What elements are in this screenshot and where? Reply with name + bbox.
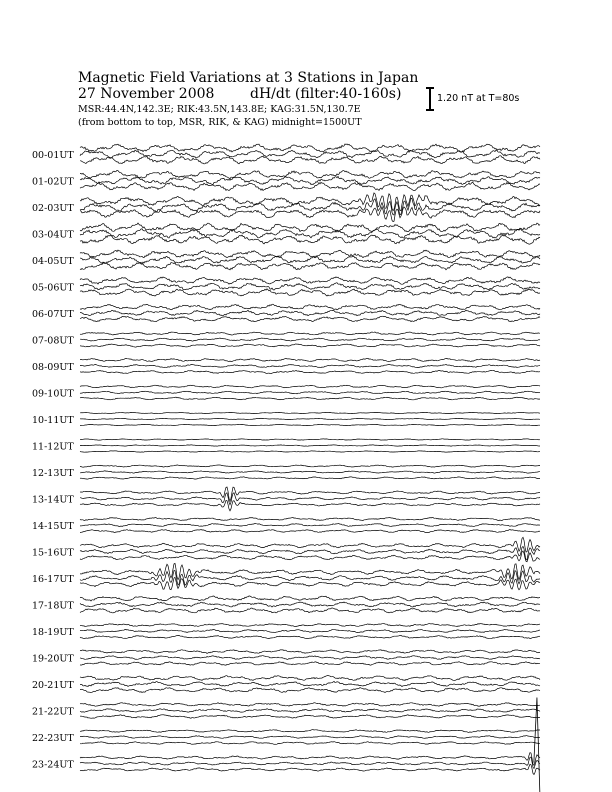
trace-06-07UT-MSR <box>80 316 540 322</box>
row-label-11-12UT: 11-12UT <box>32 441 74 453</box>
trace-14-15UT-MSR <box>80 530 540 533</box>
row-label-16-17UT: 16-17UT <box>32 574 74 585</box>
trace-04-05UT-RIK <box>80 256 540 264</box>
row-label-05-06UT: 05-06UT <box>32 282 74 294</box>
trace-03-04UT-RIK <box>80 229 540 238</box>
row-label-23-24UT: 23-24UT <box>32 759 74 771</box>
trace-07-08UT-MSR <box>80 344 540 347</box>
trace-10-11UT-KAG <box>80 412 540 413</box>
date-label: 27 November 2008 <box>78 86 215 102</box>
trace-11-12UT-MSR <box>80 451 540 452</box>
row-label-18-19UT: 18-19UT <box>32 627 74 638</box>
trace-22-23UT-KAG <box>80 730 540 733</box>
trace-22-23UT-RIK <box>80 736 540 739</box>
trace-19-20UT-MSR <box>80 662 540 666</box>
row-label-19-20UT: 19-20UT <box>32 653 74 665</box>
scale-label: 1.20 nT at T=80s <box>437 93 520 104</box>
trace-15-16UT-RIK <box>80 547 540 560</box>
trace-17-18UT-KAG <box>80 596 540 601</box>
trace-09-10UT-RIK <box>80 391 540 394</box>
trace-23-24UT-MSR <box>80 764 540 774</box>
spike-23-24UT <box>534 698 540 792</box>
trace-00-01UT-RIK <box>80 150 540 158</box>
trace-18-19UT-KAG <box>80 624 540 627</box>
trace-09-10UT-MSR <box>80 397 540 400</box>
station-coordinates: MSR:44.4N,142.3E; RIK:43.5N,143.8E; KAG:31.5N,130.7E <box>78 104 361 115</box>
chart-title: Magnetic Field Variations at 3 Stations in Japan <box>78 70 419 86</box>
row-label-00-01UT: 00-01UT <box>32 150 74 161</box>
trace-20-21UT-KAG <box>80 676 540 681</box>
trace-21-22UT-KAG <box>80 703 540 707</box>
row-label-08-09UT: 08-09UT <box>32 362 74 373</box>
trace-08-09UT-RIK <box>80 364 540 367</box>
trace-19-20UT-RIK <box>80 656 540 660</box>
trace-12-13UT-KAG <box>80 465 540 467</box>
station-order-note: (from bottom to top, MSR, RIK, & KAG) midnight=1500UT <box>78 117 362 128</box>
trace-06-07UT-KAG <box>80 304 540 310</box>
trace-22-23UT-MSR <box>80 742 540 745</box>
trace-04-05UT-KAG <box>80 250 540 258</box>
trace-05-06UT-KAG <box>80 277 540 284</box>
trace-19-20UT-KAG <box>80 650 540 654</box>
row-label-04-05UT: 04-05UT <box>32 256 74 267</box>
trace-15-16UT-KAG <box>80 537 540 552</box>
trace-11-12UT-KAG <box>80 439 540 440</box>
trace-02-03UT-MSR <box>80 207 540 222</box>
row-label-09-10UT: 09-10UT <box>32 388 74 400</box>
row-label-12-13UT: 12-13UT <box>32 468 74 479</box>
trace-00-01UT-KAG <box>80 144 540 152</box>
row-label-07-08UT: 07-08UT <box>32 335 74 347</box>
trace-23-24UT-RIK <box>80 757 540 768</box>
trace-17-18UT-MSR <box>80 608 540 613</box>
trace-18-19UT-MSR <box>80 635 540 638</box>
trace-08-09UT-MSR <box>80 370 540 373</box>
trace-01-02UT-KAG <box>80 170 540 178</box>
trace-05-06UT-RIK <box>80 283 540 290</box>
trace-08-09UT-KAG <box>80 358 540 361</box>
row-label-03-04UT: 03-04UT <box>32 229 74 241</box>
trace-06-07UT-RIK <box>80 310 540 316</box>
row-label-15-16UT: 15-16UT <box>32 547 74 559</box>
trace-18-19UT-RIK <box>80 629 540 632</box>
row-label-20-21UT: 20-21UT <box>32 680 74 691</box>
quantity-label: dH/dt (filter:40-160s) <box>250 86 402 102</box>
trace-13-14UT-RIK <box>80 493 540 505</box>
row-label-13-14UT: 13-14UT <box>32 494 74 506</box>
trace-13-14UT-MSR <box>80 500 540 510</box>
trace-10-11UT-MSR <box>80 424 540 425</box>
trace-04-05UT-MSR <box>80 262 540 270</box>
trace-21-22UT-MSR <box>80 715 540 719</box>
trace-11-12UT-RIK <box>80 445 540 446</box>
trace-16-17UT-KAG <box>80 563 540 580</box>
trace-14-15UT-RIK <box>80 523 540 526</box>
trace-12-13UT-MSR <box>80 477 540 479</box>
trace-21-22UT-RIK <box>80 709 540 713</box>
row-label-06-07UT: 06-07UT <box>32 309 74 320</box>
trace-10-11UT-RIK <box>80 418 540 419</box>
trace-02-03UT-RIK <box>80 198 540 215</box>
trace-07-08UT-RIK <box>80 338 540 341</box>
trace-14-15UT-KAG <box>80 517 540 520</box>
row-label-17-18UT: 17-18UT <box>32 600 74 612</box>
trace-17-18UT-RIK <box>80 602 540 607</box>
trace-20-21UT-MSR <box>80 688 540 693</box>
row-label-21-22UT: 21-22UT <box>32 706 74 718</box>
trace-09-10UT-KAG <box>80 385 540 388</box>
trace-07-08UT-KAG <box>80 332 540 335</box>
row-label-02-03UT: 02-03UT <box>32 203 74 214</box>
row-label-01-02UT: 01-02UT <box>32 176 74 188</box>
row-label-14-15UT: 14-15UT <box>32 521 74 532</box>
row-label-10-11UT: 10-11UT <box>32 415 74 426</box>
row-label-22-23UT: 22-23UT <box>32 733 74 744</box>
trace-20-21UT-RIK <box>80 681 540 686</box>
trace-12-13UT-RIK <box>80 471 540 473</box>
trace-05-06UT-MSR <box>80 289 540 296</box>
